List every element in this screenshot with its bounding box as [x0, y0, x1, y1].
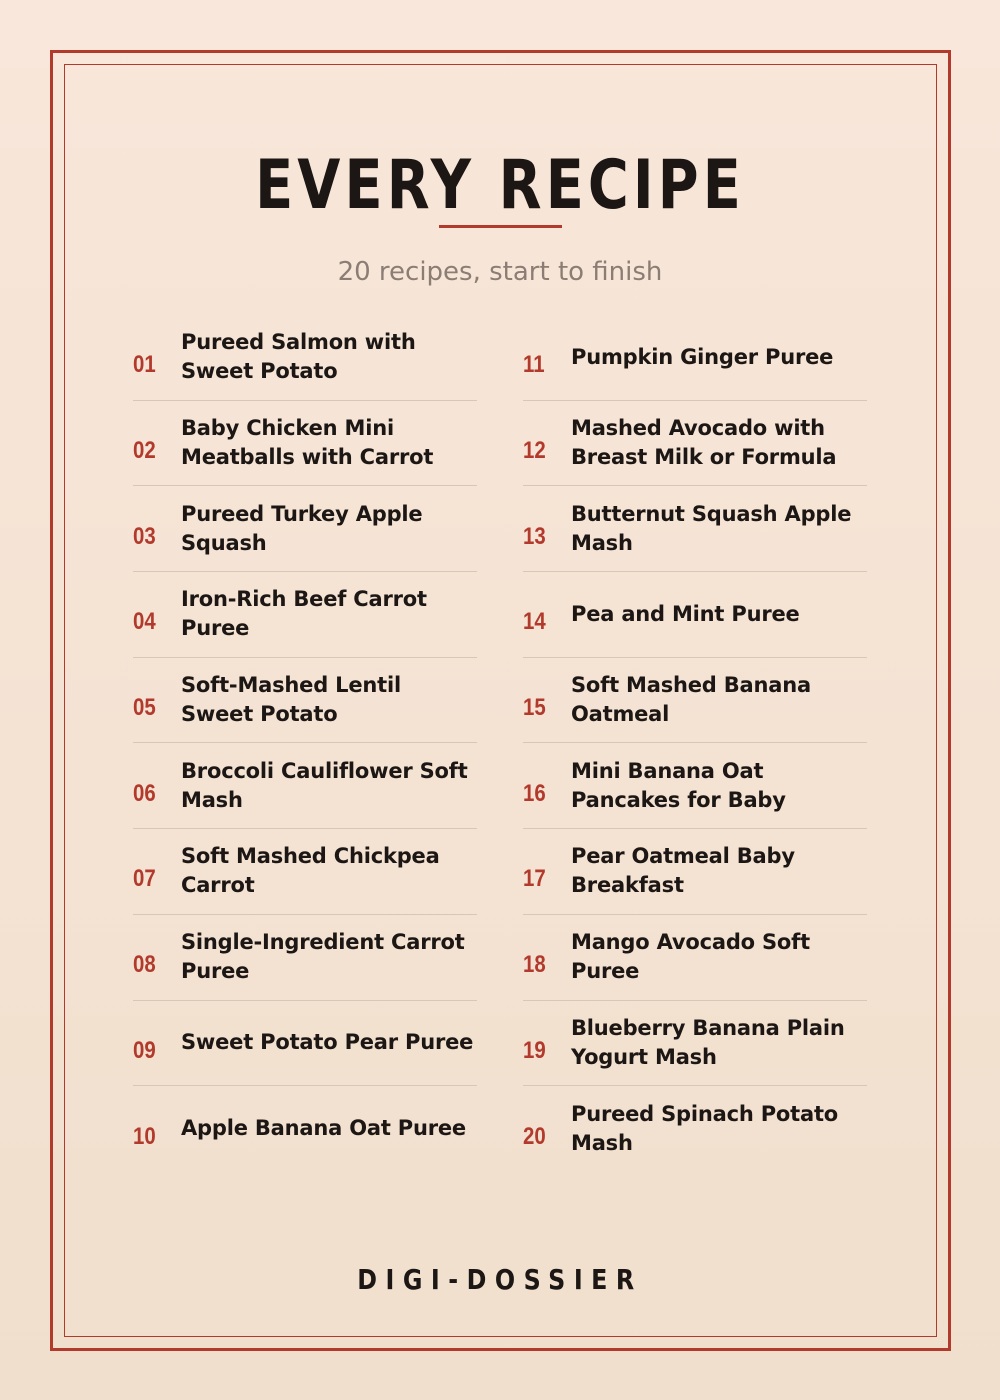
recipe-number: 16 — [523, 779, 546, 807]
recipe-item — [133, 742, 477, 828]
recipe-name: Mini Banana Oat Pancakes for Baby — [571, 758, 786, 812]
recipe-list-left — [133, 314, 477, 1171]
recipe-item — [523, 400, 867, 486]
recipe-number: 02 — [133, 437, 156, 465]
recipe-name: Pureed Salmon with Sweet Potato — [181, 330, 416, 384]
recipe-item — [133, 571, 477, 657]
recipe-number: 03 — [133, 522, 156, 550]
recipe-item — [133, 828, 477, 914]
recipe-number: 01 — [133, 351, 156, 379]
recipe-number: 11 — [523, 351, 545, 379]
recipe-number: 05 — [133, 694, 156, 722]
recipe-item — [523, 485, 867, 571]
page-subtitle: 20 recipes, start to finish — [337, 257, 663, 287]
recipe-name: Soft-Mashed Lentil Sweet Potato — [181, 673, 401, 727]
recipe-item — [133, 485, 477, 571]
recipe-item — [523, 828, 867, 914]
recipe-item — [133, 314, 477, 400]
recipe-number: 12 — [523, 437, 546, 465]
recipe-item — [133, 1085, 477, 1171]
recipe-name: Blueberry Banana Plain Yogurt Mash — [571, 1015, 845, 1069]
recipe-name: Sweet Potato Pear Puree — [181, 1030, 474, 1055]
recipe-item — [523, 742, 867, 828]
recipe-item — [133, 400, 477, 486]
recipe-number: 09 — [133, 1036, 156, 1064]
recipe-name: Soft Mashed Banana Oatmeal — [571, 673, 811, 727]
recipe-name: Mashed Avocado with Breast Milk or Formula — [571, 416, 837, 470]
recipe-number: 08 — [133, 951, 156, 979]
recipe-name: Butternut Squash Apple Mash — [571, 501, 852, 555]
recipe-name: Single-Ingredient Carrot Puree — [181, 930, 465, 984]
recipe-name: Pureed Turkey Apple Squash — [181, 501, 423, 555]
recipe-number: 18 — [523, 951, 546, 979]
recipe-name: Pea and Mint Puree — [571, 601, 800, 626]
recipe-item — [523, 571, 867, 657]
recipe-name: Baby Chicken Mini Meatballs with Carrot — [181, 416, 434, 470]
recipe-item — [523, 657, 867, 743]
recipe-number: 13 — [523, 522, 546, 550]
recipe-number: 20 — [523, 1122, 546, 1150]
recipe-name: Pumpkin Ginger Puree — [571, 344, 834, 369]
recipe-item — [523, 914, 867, 1000]
recipe-list-right — [523, 314, 867, 1171]
recipe-number: 14 — [523, 608, 546, 636]
recipe-number: 10 — [133, 1122, 156, 1150]
recipe-name: Pear Oatmeal Baby Breakfast — [571, 844, 795, 898]
recipe-number: 06 — [133, 779, 156, 807]
recipe-name: Soft Mashed Chickpea Carrot — [181, 844, 440, 898]
recipe-name: Mango Avocado Soft Puree — [571, 930, 810, 984]
brand-name: DIGI-DOSSIER — [357, 1263, 643, 1296]
recipe-number: 04 — [133, 608, 156, 636]
recipe-name: Broccoli Cauliflower Soft Mash — [181, 758, 468, 812]
recipe-number: 15 — [523, 694, 546, 722]
recipe-name: Iron-Rich Beef Carrot Puree — [181, 587, 427, 641]
recipe-name: Pureed Spinach Potato Mash — [571, 1101, 839, 1155]
recipe-number: 07 — [133, 865, 156, 893]
recipe-item — [523, 1085, 867, 1171]
page-title: EVERY RECIPE — [255, 146, 745, 225]
recipe-item — [133, 914, 477, 1000]
recipe-number: 19 — [523, 1036, 546, 1064]
recipe-item — [133, 657, 477, 743]
recipe-item — [523, 314, 867, 400]
recipe-number: 17 — [523, 865, 546, 893]
recipe-item — [523, 1000, 867, 1086]
recipe-item — [133, 1000, 477, 1086]
recipe-name: Apple Banana Oat Puree — [181, 1116, 466, 1141]
title-underline — [439, 225, 562, 228]
